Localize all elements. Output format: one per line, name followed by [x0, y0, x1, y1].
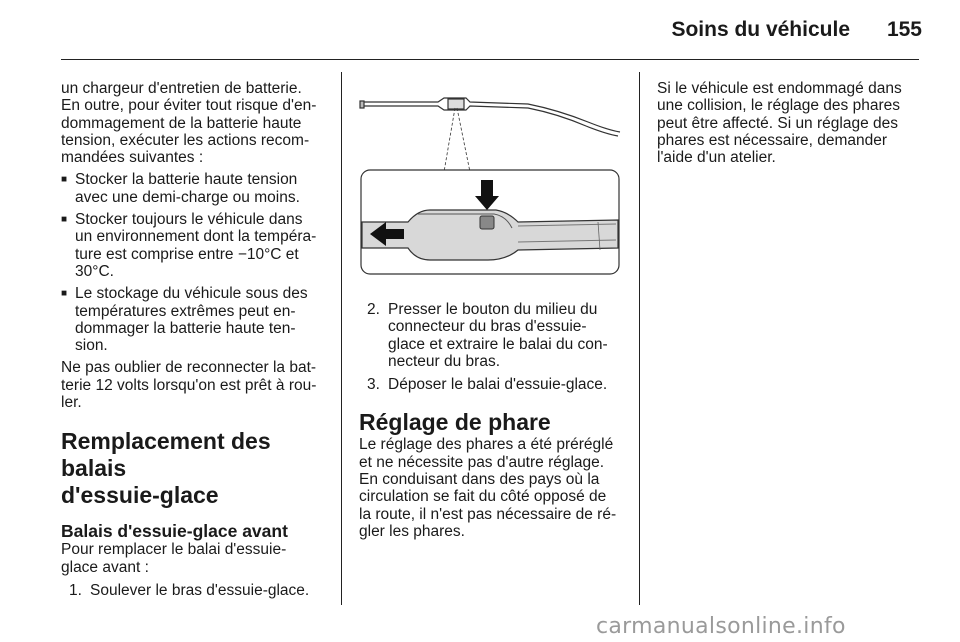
bullet-item: [61, 211, 333, 280]
text-line: glace et extraire le balai du con-: [388, 335, 608, 353]
text-line: connecteur du bras d'essuie-: [388, 318, 587, 336]
left-column: [61, 80, 333, 599]
text-line: necteur du bras.: [388, 352, 501, 370]
text-line: glace avant :: [61, 558, 149, 576]
text-line: sion.: [75, 337, 108, 355]
text-line: d'essuie-glace: [61, 482, 219, 509]
text-line: 30°C.: [75, 262, 114, 280]
text-line: Stocker la batterie haute tension: [75, 171, 298, 189]
text-line: ler.: [61, 394, 82, 412]
intro-paragraph: [61, 80, 333, 166]
text-line: Si le véhicule est endommagé dans: [657, 80, 902, 97]
text-line: un environnement dont la tempéra-: [75, 228, 317, 246]
right-column: [657, 80, 919, 166]
text-line: tension, exécuter les actions recom-: [61, 131, 310, 149]
callout-lines: [444, 108, 470, 172]
text-line: En conduisant dans des pays où la: [359, 471, 600, 489]
wiper-arm-overview: [360, 98, 620, 136]
text-line: une collision, le réglage des phares: [657, 97, 900, 115]
sub-intro: [61, 541, 333, 576]
bullet-item: [61, 285, 333, 354]
collision-paragraph: [657, 80, 919, 166]
bullet-item: [61, 171, 333, 206]
step-item: [367, 376, 631, 393]
text-line: dommager la batterie haute ten-: [75, 319, 296, 337]
text-line: circulation se fait du côté opposé de: [359, 488, 607, 506]
column-divider-left: [341, 72, 342, 605]
step-item: [367, 301, 631, 370]
section-title: Soins du véhicule: [671, 18, 850, 41]
text-line: ture est comprise entre −10°C et: [75, 245, 299, 263]
text-line: peut être affecté. Si un réglage des: [657, 114, 898, 132]
step-number: 3.: [367, 376, 380, 394]
step-item: [69, 582, 333, 599]
headlight-paragraph: [359, 436, 631, 540]
section-heading: [61, 428, 333, 509]
text-line: Stocker toujours le véhicule dans: [75, 211, 303, 229]
step-text: Soulever le bras d'essuie-glace.: [90, 581, 310, 599]
text-line: dommagement de la batterie haute: [61, 114, 302, 132]
text-line: Ne pas oublier de reconnecter la bat-: [61, 359, 317, 377]
wiper-arm-illustration: [358, 88, 623, 280]
text-line: un chargeur d'entretien de batterie.: [61, 80, 302, 97]
text-line: Le stockage du véhicule sous des: [75, 285, 308, 303]
bullet-square-icon: ■: [61, 214, 68, 226]
text-line: l'aide d'un atelier.: [657, 149, 776, 167]
text-line: Pour remplacer le balai d'essuie-: [61, 541, 287, 559]
text-line: températures extrêmes peut en-: [75, 302, 296, 320]
column-divider-right: [639, 72, 640, 605]
middle-column: [359, 301, 631, 540]
bullet-square-icon: ■: [61, 174, 68, 186]
text-line: En outre, pour éviter tout risque d'en-: [61, 97, 317, 115]
header-rule: [61, 59, 919, 60]
reconnect-note: [61, 359, 333, 411]
step-number: 1.: [69, 581, 82, 599]
release-button: [480, 216, 494, 229]
text-line: Le réglage des phares a été préréglé: [359, 436, 614, 454]
step-text: Déposer le balai d'essuie-glace.: [388, 376, 608, 394]
step-number: 2.: [367, 301, 380, 318]
text-line: gler les phares.: [359, 522, 465, 540]
text-line: terie 12 volts lorsqu'on est prêt à rou-: [61, 376, 317, 394]
text-line: la route, il n'est pas nécessaire de ré-: [359, 505, 617, 523]
text-line: avec une demi-charge ou moins.: [75, 188, 300, 206]
page-number: 155: [886, 18, 922, 41]
bullet-square-icon: ■: [61, 288, 68, 300]
text-line: Remplacement des balais: [61, 428, 271, 482]
text-line: et ne nécessite pas d'autre réglage.: [359, 453, 605, 471]
subheading: Balais d'essuie-glace avant: [61, 521, 288, 542]
watermark[interactable]: carmanualsonline.info: [596, 614, 846, 639]
text-line: phares est nécessaire, demander: [657, 131, 888, 149]
headlight-heading: Réglage de phare: [359, 409, 551, 436]
text-line: Presser le bouton du milieu du: [388, 301, 598, 318]
text-line: mandées suivantes :: [61, 149, 204, 167]
